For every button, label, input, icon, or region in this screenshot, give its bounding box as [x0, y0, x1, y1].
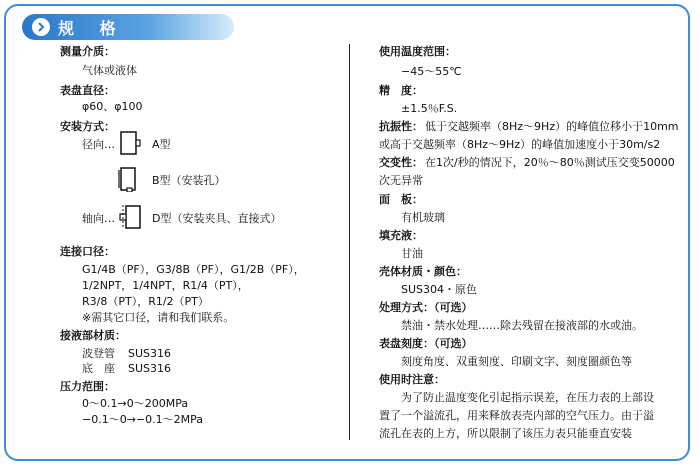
section-header-bar: [22, 14, 234, 40]
range-label: 压力范围：: [60, 380, 115, 393]
fill-value: 甘油: [401, 247, 423, 260]
notes-line-1: 为了防止温度变化引起指示误差，在压力表的上部设: [401, 391, 654, 404]
install-axial-label: 轴向…: [82, 212, 115, 225]
install-type-a: A型: [152, 138, 171, 151]
dial-scale-value: 刻度角度、双重刻度、印刷文字、刻度圈颜色等: [401, 355, 632, 368]
wetted-label: 接液部材质：: [60, 329, 126, 342]
notes-line-3: 流孔在表的上方，所以限制了该压力表只能垂直安装: [379, 427, 632, 440]
alternating-label: 交变性：: [379, 156, 423, 169]
medium-value: 气体或液体: [82, 64, 137, 77]
panel-value: 有机玻璃: [401, 211, 445, 224]
install-type-d: D型（安装夹具、直接式）: [152, 212, 282, 225]
connection-line-1: G1/4B（PF），G3/8B（PF），G1/2B（PF），: [82, 263, 305, 276]
treatment-label: 处理方式：（可选）: [379, 301, 473, 314]
range-line-2: −0.1～0→−0.1～2MPa: [82, 413, 204, 426]
alternating-line-1: 在1次/秒的情况下，20％～80％测试压交变50000: [425, 156, 675, 169]
vibration-line-2: 或高于交越频率（8Hz～9Hz）的峰值加速度小于30m/s2: [379, 138, 661, 151]
wetted-row-1-name: 波登管: [82, 347, 115, 360]
panel-label: 面 板：: [379, 193, 423, 206]
install-radial-label: 径向…: [82, 138, 115, 151]
install-label: 安装方式：: [60, 120, 115, 133]
temp-label: 使用温度范围：: [379, 45, 456, 58]
wetted-row-2-name: 底 座: [82, 362, 115, 375]
dial-scale-label: 表盘刻度：（可选）: [379, 337, 473, 350]
medium-label: 测量介质：: [60, 45, 115, 58]
vibration-line-1: 低于交越频率（8Hz～9Hz）的峰值位移小于10mm: [425, 120, 679, 133]
alternating-line-2: 次无异常: [379, 174, 423, 187]
connection-label: 连接口径：: [60, 245, 115, 258]
section-title: 规 格: [58, 19, 126, 38]
treatment-value: 禁油・禁水处理……除去残留在接液部的水或油。: [401, 319, 643, 332]
wetted-row-1-value: SUS316: [128, 347, 172, 360]
wetted-row-2-value: SUS316: [128, 362, 172, 375]
gauge-type-d-icon: [118, 204, 144, 230]
notes-label: 使用时注意：: [379, 373, 445, 386]
connection-line-3: R3/8（PT），R1/2（PT）: [82, 295, 209, 308]
notes-line-2: 置了一个溢流孔，用来释放表壳内部的空气压力。由于溢: [379, 409, 654, 422]
vibration-label: 抗振性：: [379, 120, 423, 133]
case-label: 壳体材质・颜色：: [379, 265, 467, 278]
gauge-type-a-icon: [118, 131, 142, 155]
fill-label: 填充液：: [379, 229, 423, 242]
dial-label: 表盘直径：: [60, 84, 115, 97]
case-value: SUS304・原色: [401, 283, 478, 296]
dial-value: φ60、φ100: [82, 100, 143, 113]
gauge-type-b-icon: [118, 166, 144, 192]
connection-note: ※需其它口径，请和我们联系。: [82, 311, 235, 324]
temp-value: −45～55℃: [401, 65, 462, 78]
range-line-1: 0～0.1→0～200MPa: [82, 397, 189, 410]
column-divider: [349, 44, 350, 440]
chevron-right-icon: [32, 18, 50, 36]
install-type-b: B型（安装孔）: [152, 174, 226, 187]
connection-line-2: 1/2NPT，1/4NPT，R1/4（PT），: [82, 279, 249, 292]
accuracy-value: ±1.5％F.S.: [401, 102, 458, 115]
accuracy-label: 精 度：: [379, 84, 423, 97]
